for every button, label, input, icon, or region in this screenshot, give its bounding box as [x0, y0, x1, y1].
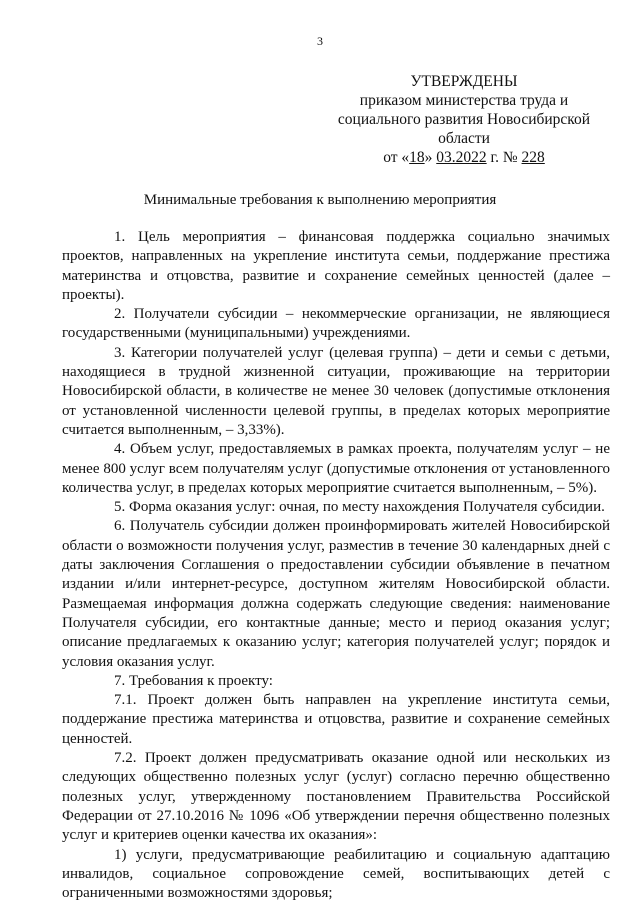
approval-number: 228 — [521, 149, 545, 166]
approval-line-3: области — [438, 130, 490, 147]
paragraph-2: 2. Получатели субсидии – некоммерческие организации, не являющиеся государственными (муниципальными) учреждениями. — [62, 306, 610, 342]
date-mid: » — [424, 149, 437, 166]
date-prefix: от « — [383, 149, 410, 166]
approval-month-year: 03.2022 — [436, 149, 487, 166]
paragraph-7: 7. Требования к проекту: — [114, 672, 273, 689]
date-suffix: г. № — [486, 149, 522, 166]
document-title: Минимальные требования к выполнению мероприятия — [143, 192, 497, 208]
paragraph-7-1: 7.1. Проект должен быть направлен на укрепление института семьи, поддержание престижа материнства и отцовства, развитие и сохранение семейных ценностей. — [62, 692, 610, 747]
paragraph-3: 3. Категории получателей услуг (целевая группа) – дети и семьи с детьми, находящиеся в трудной жизненной ситуации, проживающие на территории Новосибирской области, в количестве не менее 30 человек (допустимые отклонения от установленной численности целевой группы, в пределах которых мероприятие считается выполненным, – 3,33%). — [62, 344, 610, 438]
paragraph-1: 1. Цель мероприятия – финансовая поддержка социально значимых проектов, направленных на укрепление института семьи, поддержание престижа материнства и отцовства, развитие и сохранение семейных ценностей (далее – проекты). — [62, 229, 610, 303]
paragraph-6: 6. Получатель субсидии должен проинформировать жителей Новосибирской области о возможности получения услуг, разместив в течение 30 календарных дней с даты заключения Соглашения о предоставлении субсидии объявление в печатном издании и/или интернет-ресурсе, доступном жителям Новосибирской области. Размещаемая информация должна содержать следующие сведения: наименование Получателя субсидии, его контактные данные; место и период оказания услуг; описание предлагаемых к оказанию услуг; категория получателей услуг; порядок и условия оказания услуг. — [62, 518, 610, 670]
approval-heading: УТВЕРЖДЕНЫ — [410, 73, 518, 90]
page-number: 3 — [317, 34, 323, 48]
approval-day: 18 — [409, 149, 425, 166]
requirements-body — [62, 228, 610, 903]
approval-date-line — [318, 148, 610, 167]
paragraph-5: 5. Форма оказания услуг: очная, по месту нахождения Получателя субсидии. — [114, 499, 605, 516]
approval-block — [318, 72, 610, 167]
paragraph-4: 4. Объем услуг, предоставляемых в рамках проекта, получателям услуг – не менее 800 услуг всем получателям услуг (допустимые отклонения от установленного количества услуг, в пределах которых мероприятие считается выполненным, – 5%). — [62, 441, 610, 496]
approval-line-2: социального развития Новосибирской — [337, 111, 591, 128]
approval-line-1: приказом министерства труда и — [359, 92, 569, 109]
paragraph-7-2: 7.2. Проект должен предусматривать оказание одной или нескольких из следующих общественно полезных услуг (услуг) согласно перечню общественно полезных услуг, утвержденному постановлением Правительства Российской Федерации от 27.10.2016 № 1096 «Об утверждении перечня общественно полезных услуг и критериев оценки качества их оказания»: — [62, 750, 610, 844]
paragraph-7-2-item-1: 1) услуги, предусматривающие реабилитацию и социальную адаптацию инвалидов, социальное сопровождение семей, воспитывающих детей с ограниченными возможностями здоровья; — [62, 846, 610, 902]
